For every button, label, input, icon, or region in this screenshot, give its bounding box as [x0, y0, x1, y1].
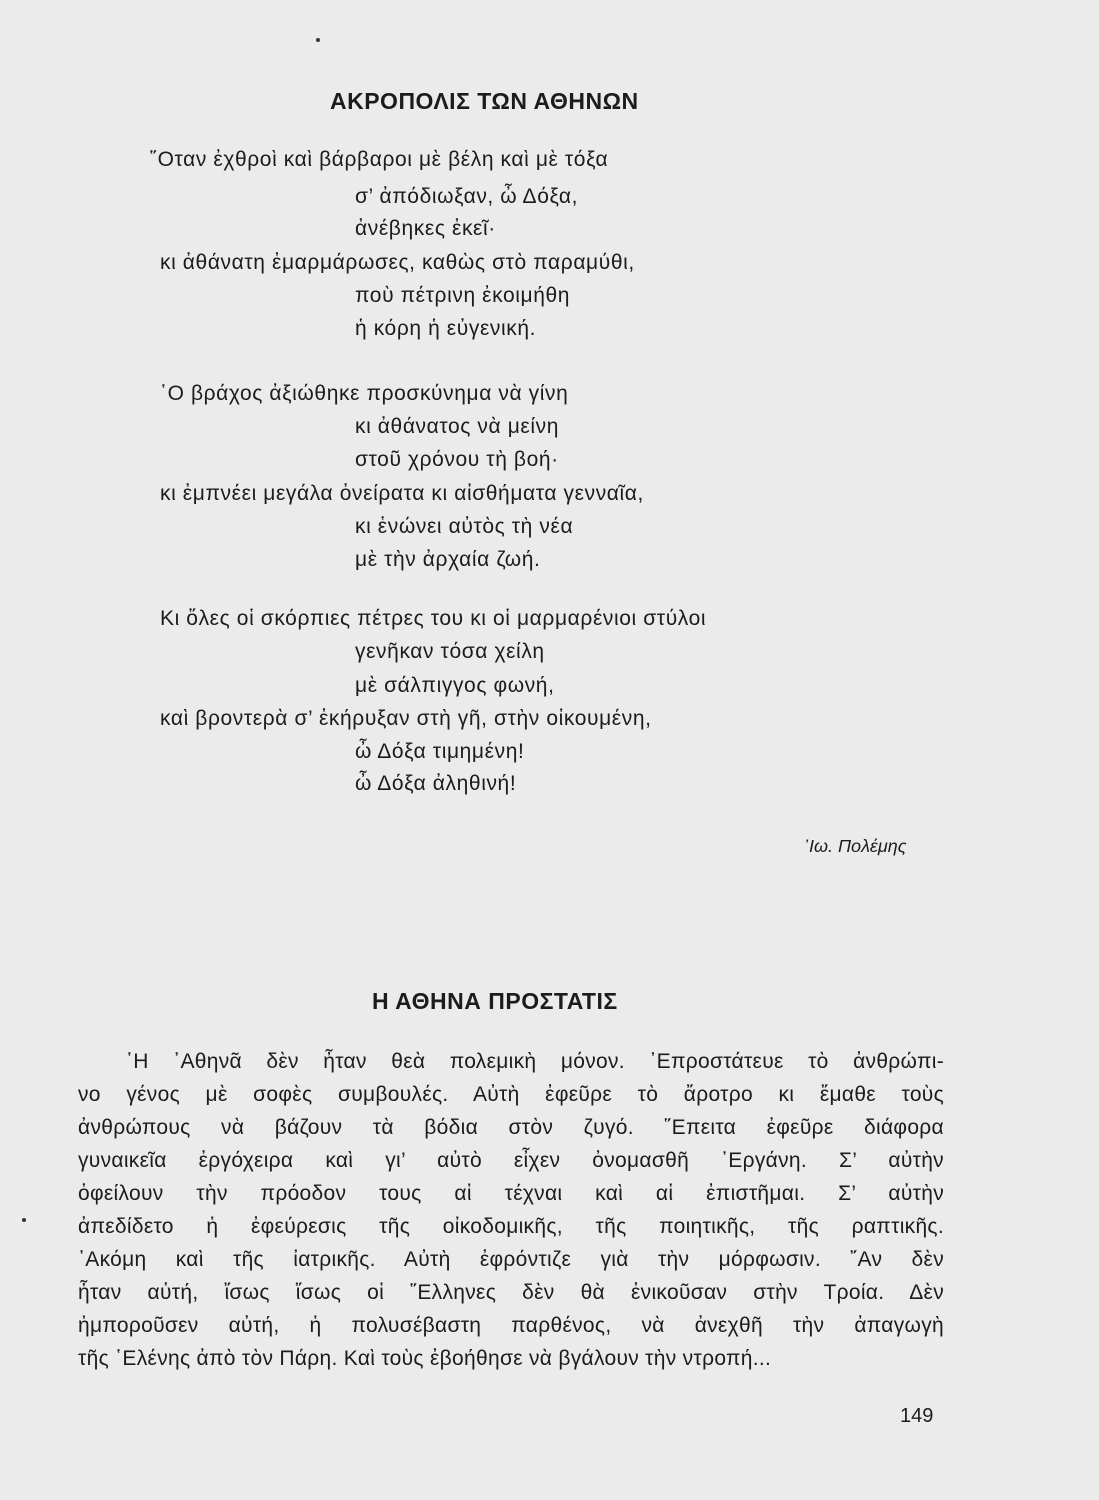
poem-line: ῾Ο βράχος ἀξιώθηκε προσκύνημα νὰ γίνη [160, 382, 569, 405]
essay-line: γυναικεῖα ἐργόχειρα καὶ γι’ αὐτὸ εἶχεν ὀνομασθῆ ᾿Εργάνη. Σ’ αὐτὴν [78, 1149, 944, 1172]
print-speck [22, 1218, 26, 1222]
essay-line: ἀπεδίδετο ἡ ἐφεύρεσις τῆς οἰκοδομικῆς, τῆς ποιητικῆς, τῆς ραπτικῆς. [78, 1215, 944, 1238]
poem-title: ΑΚΡΟΠΟΛΙΣ ΤΩΝ ΑΘΗΝΩΝ [330, 88, 639, 114]
essay-line: ὀφείλουν τὴν πρόοδον τους αἱ τέχναι καὶ αἱ ἐπιστῆμαι. Σ’ αὐτὴν [78, 1182, 944, 1205]
poem-line: μὲ σάλπιγγος φωνή, [355, 674, 555, 697]
poem-line: κι ἑνώνει αὐτὸς τὴ νέα [355, 515, 574, 538]
poem-line: ἡ κόρη ἡ εὐγενική. [355, 317, 537, 340]
print-speck [316, 38, 320, 42]
poem-line: κι ἀθάνατη ἐμαρμάρωσες, καθὼς στὸ παραμύθι, [160, 251, 635, 274]
poem-line: ῞Οταν ἐχθροὶ καὶ βάρβαροι μὲ βέλη καὶ μὲ τόξα [150, 148, 609, 171]
poem-line: κι ἀθάνατος νὰ μείνη [355, 415, 560, 438]
essay-line: ῾Η ᾿Αθηνᾶ δὲν ἦταν θεὰ πολεμικὴ μόνον. ᾿Επροστάτευε τὸ ἀνθρώπι- [126, 1050, 944, 1073]
poem-author: ᾿Ιω. Πολέμης [803, 836, 907, 856]
essay-line: νο γένος μὲ σοφὲς συμβουλές. Αὐτὴ ἐφεῦρε τὸ ἄροτρο κι ἔμαθε τοὺς [78, 1083, 944, 1106]
poem-line: ὦ Δόξα ἀληθινή! [355, 772, 517, 795]
poem-line: ὦ Δόξα τιμημένη! [355, 740, 525, 763]
poem-line: κι ἐμπνέει μεγάλα ὀνείρατα κι αἰσθήματα γενναῖα, [160, 482, 644, 505]
poem-line: ποὺ πέτρινη ἐκοιμήθη [355, 284, 571, 307]
essay-line: ἠμποροῦσεν αὐτή, ἡ πολυσέβαστη παρθένος, νὰ ἀνεχθῆ τὴν ἀπαγωγὴ [78, 1314, 944, 1337]
poem-line: ἀνέβηκες ἐκεῖ· [355, 217, 496, 240]
poem-line: καὶ βροντερὰ σ’ ἐκήρυξαν στὴ γῆ, στὴν οἰκουμένη, [160, 707, 652, 730]
essay-title: Η ΑΘΗΝΑ ΠΡΟΣΤΑΤΙΣ [372, 988, 618, 1014]
essay-line: ἀνθρώπους νὰ βάζουν τὰ βόδια στὸν ζυγό. ῞Επειτα ἐφεῦρε διάφορα [78, 1116, 944, 1139]
poem-line: μὲ τὴν ἀρχαία ζωή. [355, 548, 541, 571]
poem-line: Κι ὅλες οἱ σκόρπιες πέτρες του κι οἱ μαρμαρένιοι στύλοι [160, 607, 707, 630]
poem-line: γενῆκαν τόσα χείλη [355, 640, 545, 663]
page-number: 149 [900, 1405, 934, 1427]
essay-line: τῆς ῾Ελένης ἀπὸ τὸν Πάρη. Καὶ τοὺς ἐβοήθησε νὰ βγάλουν τὴν ντροπή... [78, 1347, 772, 1370]
essay-paragraph [78, 1045, 944, 1375]
essay-line: ᾿Ακόμη καὶ τῆς ἰατρικῆς. Αὐτὴ ἐφρόντιζε γιὰ τὴν μόρφωσιν. ῎Αν δὲν [78, 1248, 944, 1271]
poem-line: σ’ ἀπόδιωξαν, ὦ Δόξα, [355, 185, 579, 208]
poem-line: στοῦ χρόνου τὴ βοή· [355, 448, 559, 471]
essay-line: ἦταν αὐτή, ἴσως ἴσως οἱ ῞Ελληνες δὲν θὰ ἐνικοῦσαν στὴν Τροία. Δὲν [78, 1281, 944, 1304]
